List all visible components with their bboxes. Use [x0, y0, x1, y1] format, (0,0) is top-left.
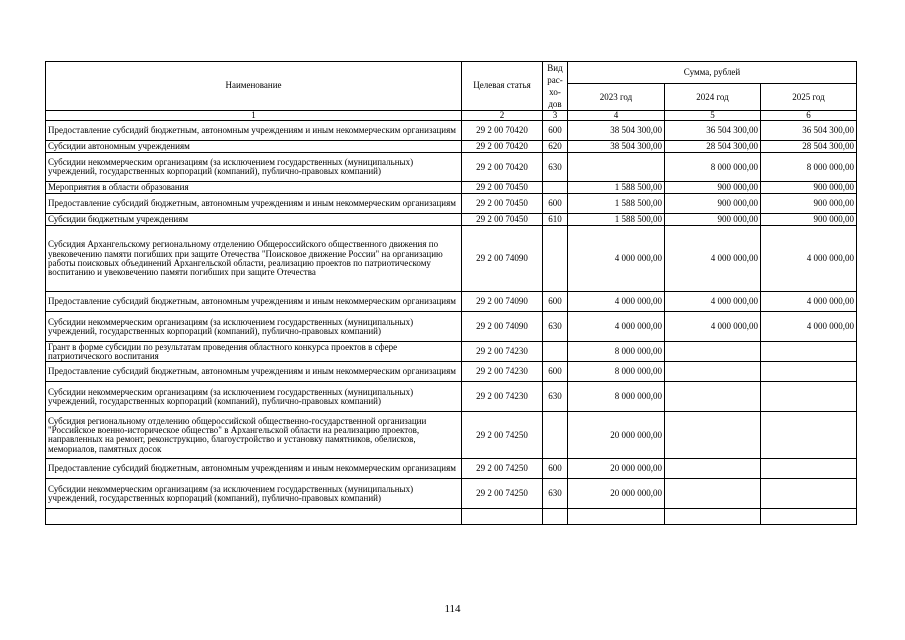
row-sum-2023: 1 588 500,00 [568, 182, 665, 194]
column-number: 3 [543, 111, 568, 121]
row-sum-2025 [761, 342, 857, 362]
row-expense-type: 630 [543, 479, 568, 509]
table-row [46, 141, 857, 153]
row-sum-2024: 28 504 300,00 [665, 141, 761, 153]
row-name: Предоставление субсидий бюджетным, автономным учреждениям и иным некоммерческим организациям [46, 292, 462, 312]
row-target-code: 29 2 00 74230 [462, 382, 543, 412]
row-sum-2024: 8 000 000,00 [665, 153, 761, 182]
row-sum-2025 [761, 479, 857, 509]
row-target-code: 29 2 00 74230 [462, 342, 543, 362]
column-number: 5 [665, 111, 761, 121]
row-name: Субсидии некоммерческим организациям (за исключением государственных (муниципальных) учреждений, государственных корпораций (компаний), публично-правовых компаний) [46, 312, 462, 342]
row-target-code: 29 2 00 74250 [462, 479, 543, 509]
row-sum-2024 [665, 382, 761, 412]
row-sum-2025: 4 000 000,00 [761, 292, 857, 312]
row-expense-type [543, 226, 568, 292]
row-expense-type: 620 [543, 141, 568, 153]
row-name: Субсидии некоммерческим организациям (за исключением государственных (муниципальных) учреждений, государственных корпораций (компаний), публично-правовых компаний) [46, 479, 462, 509]
row-expense-type: 600 [543, 459, 568, 479]
row-name: Мероприятия в области образования [46, 182, 462, 194]
row-sum-2023: 38 504 300,00 [568, 121, 665, 141]
header-vid: Вид рас-хо-дов [543, 62, 568, 111]
row-target-code: 29 2 00 70420 [462, 153, 543, 182]
row-sum-2025 [761, 509, 857, 525]
row-sum-2023: 4 000 000,00 [568, 226, 665, 292]
table-row [46, 194, 857, 214]
row-sum-2025 [761, 382, 857, 412]
row-sum-2023: 8 000 000,00 [568, 362, 665, 382]
row-sum-2024 [665, 459, 761, 479]
table-row [46, 292, 857, 312]
table-row [46, 121, 857, 141]
row-sum-2024 [665, 412, 761, 459]
row-target-code: 29 2 00 74250 [462, 412, 543, 459]
header-year-2023: 2023 год [568, 84, 665, 111]
row-name: Субсидии некоммерческим организациям (за исключением государственных (муниципальных) учреждений, государственных корпораций (компаний), публично-правовых компаний) [46, 153, 462, 182]
row-expense-type: 610 [543, 214, 568, 226]
row-sum-2025: 28 504 300,00 [761, 141, 857, 153]
table-row [46, 226, 857, 292]
table-row [46, 382, 857, 412]
row-target-code: 29 2 00 74230 [462, 362, 543, 382]
row-target-code: 29 2 00 74090 [462, 226, 543, 292]
table-row [46, 182, 857, 194]
row-name: Предоставление субсидий бюджетным, автономным учреждениям и иным некоммерческим организациям [46, 194, 462, 214]
row-sum-2024: 4 000 000,00 [665, 312, 761, 342]
row-target-code: 29 2 00 70420 [462, 141, 543, 153]
table-row [46, 412, 857, 459]
column-number: 2 [462, 111, 543, 121]
row-target-code [462, 509, 543, 525]
row-name: Субсидия региональному отделению общероссийской общественно-государственной организации "Российское военно-историческое общество" в Архангельской области на реализацию проектов, направленных на ремонт, реконструкцию, благоустройство и установку памятников, обелисков, мемориалов, памятных досок [46, 412, 462, 459]
row-name: Субсидия Архангельскому региональному отделению Общероссийского общественного движения по увековечению памяти погибших при защите Отечества "Поисковое движение России" на организацию работы поисковых объединений Архангельской области, реализацию проектов по патриотическому воспитанию и увековечению памяти погибших при защите Отечества [46, 226, 462, 292]
row-sum-2023: 8 000 000,00 [568, 382, 665, 412]
row-expense-type [543, 412, 568, 459]
row-sum-2023: 8 000 000,00 [568, 342, 665, 362]
row-sum-2024: 4 000 000,00 [665, 292, 761, 312]
row-name [46, 509, 462, 525]
row-expense-type: 600 [543, 362, 568, 382]
table-row [46, 153, 857, 182]
row-sum-2024 [665, 342, 761, 362]
row-expense-type: 630 [543, 312, 568, 342]
row-expense-type [543, 182, 568, 194]
row-sum-2025: 4 000 000,00 [761, 226, 857, 292]
row-name: Субсидии автономным учреждениям [46, 141, 462, 153]
row-expense-type: 600 [543, 121, 568, 141]
row-sum-2024 [665, 479, 761, 509]
row-sum-2023 [568, 509, 665, 525]
row-expense-type: 600 [543, 292, 568, 312]
table-row [46, 342, 857, 362]
row-sum-2025: 8 000 000,00 [761, 153, 857, 182]
row-sum-2024: 900 000,00 [665, 182, 761, 194]
row-sum-2025 [761, 459, 857, 479]
header-name: Наименование [46, 62, 462, 111]
header-code: Целевая статья [462, 62, 543, 111]
row-name: Предоставление субсидий бюджетным, автономным учреждениям и иным некоммерческим организациям [46, 362, 462, 382]
row-sum-2025 [761, 412, 857, 459]
row-sum-2024: 36 504 300,00 [665, 121, 761, 141]
page-number: 114 [444, 603, 461, 615]
row-sum-2025: 36 504 300,00 [761, 121, 857, 141]
row-sum-2024 [665, 362, 761, 382]
row-sum-2023: 1 588 500,00 [568, 194, 665, 214]
table-row [46, 479, 857, 509]
row-target-code: 29 2 00 70450 [462, 194, 543, 214]
column-number: 6 [761, 111, 857, 121]
row-sum-2025: 900 000,00 [761, 182, 857, 194]
row-sum-2023: 20 000 000,00 [568, 459, 665, 479]
row-sum-2023: 20 000 000,00 [568, 412, 665, 459]
header-year-2025: 2025 год [761, 84, 857, 111]
row-target-code: 29 2 00 70420 [462, 121, 543, 141]
table-row [46, 509, 857, 525]
row-expense-type: 600 [543, 194, 568, 214]
table-row [46, 362, 857, 382]
budget-table [45, 61, 857, 525]
row-target-code: 29 2 00 70450 [462, 214, 543, 226]
row-target-code: 29 2 00 74090 [462, 312, 543, 342]
row-sum-2023: 1 588 500,00 [568, 214, 665, 226]
row-sum-2025: 4 000 000,00 [761, 312, 857, 342]
row-sum-2023: 38 504 300,00 [568, 141, 665, 153]
table-row [46, 312, 857, 342]
row-target-code: 29 2 00 74090 [462, 292, 543, 312]
header-row [46, 62, 857, 84]
row-expense-type: 630 [543, 153, 568, 182]
row-name: Предоставление субсидий бюджетным, автономным учреждениям и иным некоммерческим организациям [46, 121, 462, 141]
row-name: Субсидии некоммерческим организациям (за исключением государственных (муниципальных) учреждений, государственных корпораций (компаний), публично-правовых компаний) [46, 382, 462, 412]
row-name: Предоставление субсидий бюджетным, автономным учреждениям и иным некоммерческим организациям [46, 459, 462, 479]
row-target-code: 29 2 00 70450 [462, 182, 543, 194]
row-sum-2025: 900 000,00 [761, 214, 857, 226]
column-number: 4 [568, 111, 665, 121]
row-expense-type: 630 [543, 382, 568, 412]
table-row [46, 214, 857, 226]
row-target-code: 29 2 00 74250 [462, 459, 543, 479]
row-sum-2024: 900 000,00 [665, 214, 761, 226]
row-sum-2025: 900 000,00 [761, 194, 857, 214]
row-sum-2023 [568, 153, 665, 182]
row-sum-2023: 4 000 000,00 [568, 312, 665, 342]
header-sum: Сумма, рублей [568, 62, 857, 84]
row-sum-2025 [761, 362, 857, 382]
row-sum-2024: 4 000 000,00 [665, 226, 761, 292]
row-expense-type [543, 342, 568, 362]
column-number: 1 [46, 111, 462, 121]
row-name: Субсидии бюджетным учреждениям [46, 214, 462, 226]
column-number-row [46, 111, 857, 121]
row-sum-2024 [665, 509, 761, 525]
table-row [46, 459, 857, 479]
row-sum-2023: 4 000 000,00 [568, 292, 665, 312]
row-expense-type [543, 509, 568, 525]
row-sum-2023: 20 000 000,00 [568, 479, 665, 509]
header-year-2024: 2024 год [665, 84, 761, 111]
row-sum-2024: 900 000,00 [665, 194, 761, 214]
row-name: Грант в форме субсидии по результатам проведения областного конкурса проектов в сфере патриотического воспитания [46, 342, 462, 362]
